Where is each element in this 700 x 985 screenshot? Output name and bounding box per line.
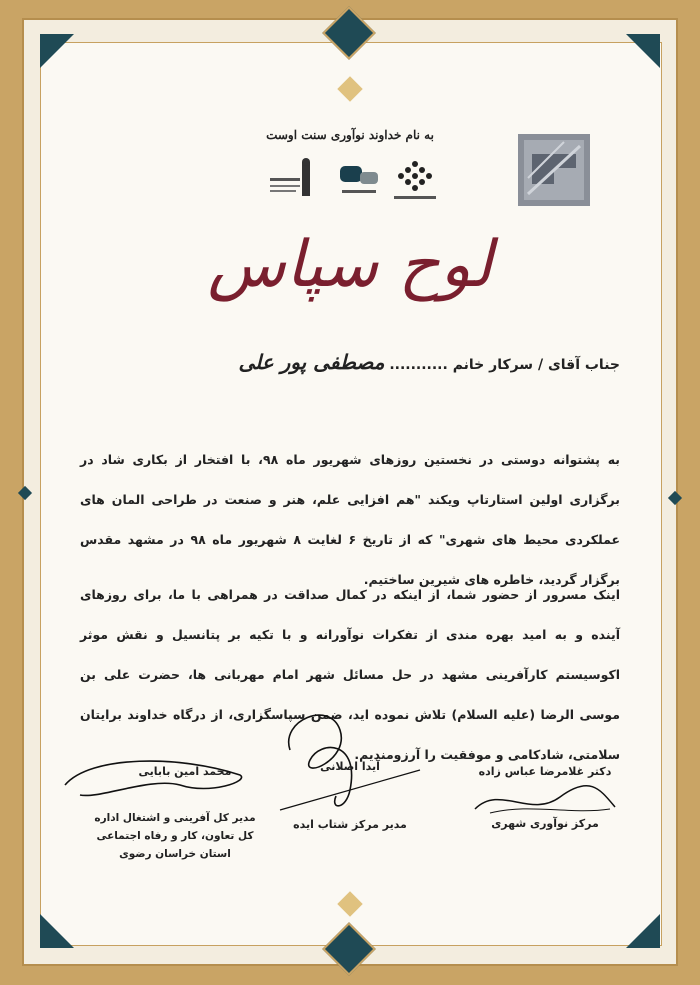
signature-block-left (60, 745, 260, 860)
recipient-line (60, 350, 620, 374)
innovation-center-logo (390, 158, 440, 204)
signatory-name: دکتر غلامرضا عباس زاده (478, 765, 612, 778)
accelerator-hologram-logo (518, 134, 590, 206)
recipient-prefix: جناب آقای / سرکار خانم ........... (389, 357, 620, 373)
signature-block-center (270, 700, 430, 850)
signature-scribble (470, 779, 620, 819)
signatory-name: آیدا اصلانی (320, 760, 380, 773)
idea-acceleration-logo (336, 162, 382, 202)
signatory-name: محمد امین بابایی (138, 765, 232, 778)
certificate-title: لوح سپاس (207, 228, 493, 302)
signature-scribble (60, 755, 260, 805)
body-paragraph-1: به پشتوانه دوستی در نخستین روزهای شهریور ماه ۹۸، با افتخار از بکاری شاد در برگزاری اولین استارتاپ ویکند "هم افزایی علم، هنر و صنعت در طراحی المان های عملکردی محیط های شهری" که از تاریخ ۶ لغایت ۸ شهریور ماه ۹۸ در مشهد مقدس برگزار گردید، خاطره های شیرین ساختیم. (80, 452, 620, 587)
body-paragraph-2: اینک مسرور از حضور شما، از اینکه در کمال صداقت در همراهی با ما، برای روزهای آینده و به امید بهره مندی از تفکرات نوآورانه و با تکیه بر پتانسیل و نقش موثر اکوسیستم کارآفرینی مشهد در حل مسائل شهر امام مهربانی ها، حضرت علی بن موسی الرضا (علیه السلام) تلاش نموده اید، ضمن سپاسگزاری، از درگاه خداوند برایتان سلامتی، شادکامی و موفقیت را آرزومندیم. (80, 587, 620, 762)
signatory-role: مدیر کل آفرینی و اشتغال اداره کل تعاون، کار و رفاه اجتماعی استان خراسان رضوی (94, 812, 256, 860)
signature-block-right (470, 745, 620, 845)
corner-ornament-top-right (626, 34, 660, 68)
blessing-text: به نام خداوند نوآوری سنت اوست (266, 128, 434, 142)
signatory-role: مدیر مرکز شتاب ایده (293, 818, 407, 831)
corner-ornament-top-left (40, 34, 74, 68)
recipient-name: مصطفی پور علی (238, 350, 385, 374)
signatory-role: مرکز نوآوری شهری (491, 817, 599, 830)
corner-ornament-bottom-right (626, 914, 660, 948)
municipality-logo (266, 158, 320, 202)
corner-ornament-bottom-left (40, 914, 74, 948)
